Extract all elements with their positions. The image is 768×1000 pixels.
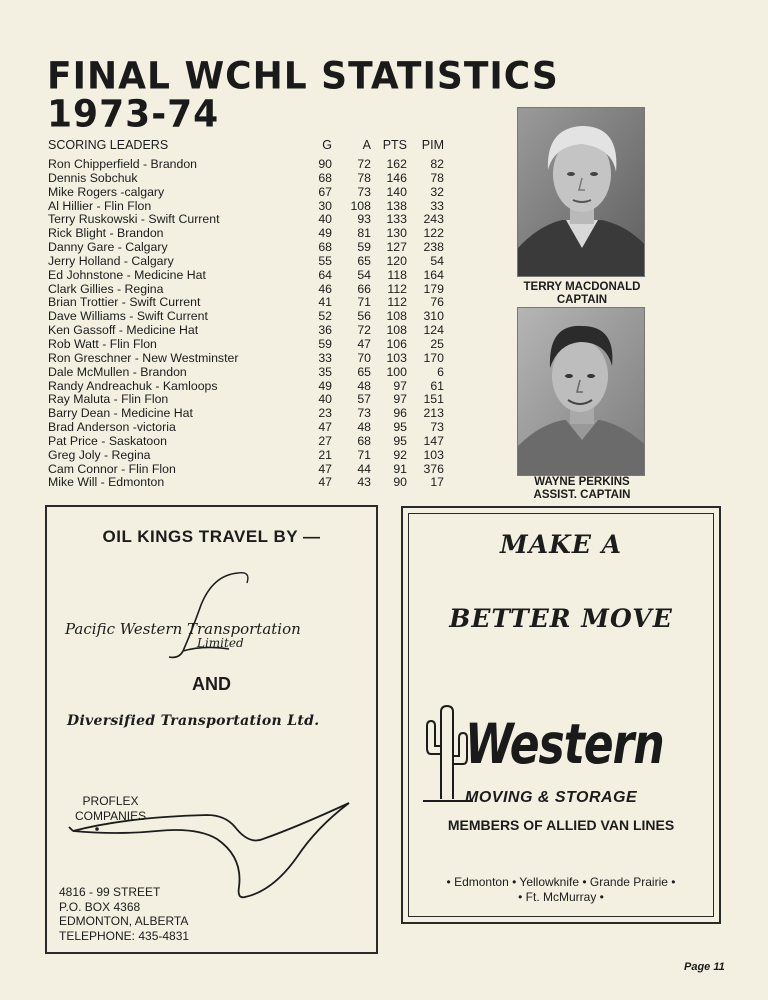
header-scoring-leaders: SCORING LEADERS — [48, 138, 169, 152]
pim-cell: 61 — [430, 378, 444, 393]
g-cell: 90 — [318, 157, 332, 171]
pim-cell: 310 — [423, 309, 444, 324]
player-name-cell: Ron Greschner - New Westminster — [48, 350, 239, 365]
header-pim: PIM — [421, 138, 444, 152]
pim-cell: 73 — [430, 420, 444, 435]
player-name-cell: Mike Rogers -calgary — [48, 184, 165, 199]
player-name-cell: Rob Watt - Flin Flon — [48, 336, 157, 351]
g-cell: 67 — [318, 184, 332, 199]
a-cell: 48 — [357, 420, 371, 435]
pts-cell: 90 — [393, 475, 407, 490]
table-row — [48, 255, 448, 269]
player-name-cell: Ken Gassoff - Medicine Hat — [48, 323, 199, 338]
player-name-cell: Rick Blight - Brandon — [48, 226, 164, 241]
title-line-2: 1973-74 — [47, 92, 220, 136]
caption-role: ASSIST. CAPTAIN — [533, 489, 631, 501]
pts-cell: 95 — [393, 420, 407, 435]
a-cell: 47 — [357, 336, 371, 351]
g-cell: 52 — [318, 309, 332, 324]
a-cell: 81 — [357, 226, 371, 241]
table-row — [48, 269, 448, 283]
pts-cell: 91 — [393, 461, 407, 476]
table-row — [48, 366, 448, 380]
limited-signature: Limited — [197, 636, 244, 650]
pts-cell: 138 — [386, 198, 407, 213]
pts-cell: 112 — [387, 295, 407, 310]
g-cell: 55 — [318, 253, 332, 268]
a-cell: 71 — [357, 447, 371, 462]
scoring-leaders-table — [48, 138, 448, 490]
pacific-western-name: Pacific Western Transportation — [65, 620, 301, 638]
a-cell: 54 — [357, 267, 371, 282]
table-row — [48, 283, 448, 297]
g-cell: 49 — [318, 226, 332, 241]
a-cell: 73 — [357, 406, 371, 421]
pts-cell: 130 — [386, 226, 407, 241]
player-name-cell: Clark Gillies - Regina — [48, 281, 164, 296]
pim-cell: 32 — [430, 184, 444, 199]
table-row — [48, 186, 448, 200]
pacific-western-logo-swirl — [143, 565, 263, 665]
a-cell: 108 — [350, 198, 371, 213]
page-title — [47, 54, 559, 136]
a-cell: 66 — [357, 281, 371, 296]
player-name-cell: Cam Connor - Flin Flon — [48, 461, 176, 476]
a-cell: 72 — [357, 323, 371, 338]
g-cell: 40 — [318, 392, 332, 407]
table-row — [48, 449, 448, 463]
a-cell: 78 — [357, 170, 371, 185]
western-moving-ad — [401, 506, 721, 924]
pim-cell: 376 — [423, 461, 444, 476]
pim-cell: 17 — [430, 475, 444, 490]
address-line-3: EDMONTON, ALBERTA — [59, 914, 189, 928]
and-text: AND — [192, 674, 231, 694]
table-row — [48, 393, 448, 407]
pim-cell: 82 — [430, 157, 444, 171]
g-cell: 36 — [318, 323, 332, 338]
portrait-image — [518, 308, 645, 476]
player-name-cell: Pat Price - Saskatoon — [48, 433, 167, 448]
table-row — [48, 435, 448, 449]
player-photo-wayne-perkins — [517, 307, 645, 476]
pts-cell: 108 — [386, 309, 407, 324]
g-cell: 33 — [318, 350, 332, 365]
g-cell: 47 — [318, 475, 332, 490]
a-cell: 93 — [357, 212, 371, 227]
ad-line-better-move: BETTER MOVE — [449, 604, 673, 633]
a-cell: 56 — [357, 309, 371, 324]
pim-cell: 164 — [423, 267, 444, 282]
player-name-cell: Greg Joly - Regina — [48, 447, 151, 462]
player-name-cell: Dale McMullen - Brandon — [48, 364, 187, 379]
g-cell: 46 — [318, 281, 332, 296]
a-cell: 68 — [357, 433, 371, 448]
pim-cell: 179 — [423, 281, 444, 296]
locations-line-1: • Edmonton • Yellowknife • Grande Prairie • — [446, 875, 676, 889]
g-cell: 35 — [318, 364, 332, 379]
a-cell: 65 — [357, 253, 371, 268]
caption-name: WAYNE PERKINS — [534, 476, 630, 488]
table-row — [48, 158, 448, 172]
a-cell: 70 — [357, 350, 371, 365]
header-goals: G — [322, 138, 332, 152]
g-cell: 47 — [318, 420, 332, 435]
g-cell: 27 — [318, 433, 332, 448]
player-name-cell: Randy Andreachuk - Kamloops — [48, 378, 218, 393]
g-cell: 23 — [318, 406, 332, 421]
caption-wayne-perkins — [497, 476, 667, 502]
pts-cell: 140 — [386, 184, 407, 199]
pim-cell: 122 — [423, 226, 444, 241]
pts-cell: 120 — [386, 253, 407, 268]
pts-cell: 96 — [393, 406, 407, 421]
player-name-cell: Dave Williams - Swift Current — [48, 309, 208, 324]
player-name-cell: Ed Johnstone - Medicine Hat — [48, 267, 206, 282]
table-row — [48, 476, 448, 490]
player-name-cell: Jerry Holland - Calgary — [48, 253, 174, 268]
table-row — [48, 338, 448, 352]
pim-cell: 33 — [430, 198, 444, 213]
g-cell: 68 — [318, 170, 332, 185]
g-cell: 59 — [318, 336, 332, 351]
pts-cell: 127 — [386, 240, 407, 255]
table-row — [48, 407, 448, 421]
g-cell: 47 — [318, 461, 332, 476]
western-brand-wordmark: Western — [465, 713, 664, 777]
pts-cell: 118 — [387, 267, 407, 282]
a-cell: 71 — [357, 295, 371, 310]
pim-cell: 151 — [423, 392, 444, 407]
proflex-address — [59, 885, 189, 943]
moving-storage-tagline: MOVING & STORAGE — [465, 789, 638, 806]
proflex-line-2: COMPANIES — [75, 809, 147, 823]
a-cell: 48 — [357, 378, 371, 393]
page-number: Page 11 — [684, 961, 725, 973]
pts-cell: 106 — [386, 336, 407, 351]
caption-name: TERRY MACDONALD — [523, 281, 641, 293]
player-name-cell: Danny Gare - Calgary — [48, 240, 168, 255]
oil-kings-travel-ad — [45, 505, 378, 954]
a-cell: 65 — [357, 364, 371, 379]
header-points: PTS — [382, 138, 407, 152]
caption-terry-macdonald — [497, 281, 667, 307]
table-header — [48, 138, 448, 158]
pim-cell: 243 — [423, 212, 444, 227]
player-name-cell: Barry Dean - Medicine Hat — [48, 406, 193, 421]
player-name-cell: Ron Chipperfield - Brandon — [48, 157, 198, 171]
player-name-cell: Brad Anderson -victoria — [48, 420, 176, 435]
portrait-image — [518, 108, 645, 277]
a-cell: 57 — [357, 392, 371, 407]
pts-cell: 133 — [386, 212, 407, 227]
pts-cell: 97 — [393, 392, 407, 407]
a-cell: 44 — [357, 461, 371, 476]
table-row — [48, 296, 448, 310]
player-name-cell: Ray Maluta - Flin Flon — [48, 392, 169, 407]
address-line-4: TELEPHONE: 435-4831 — [59, 928, 190, 943]
diversified-name: Diversified Transportation Ltd. — [67, 713, 320, 729]
a-cell: 72 — [357, 157, 371, 171]
g-cell: 68 — [318, 240, 332, 255]
ad-heading: OIL KINGS TRAVEL BY — — [102, 527, 321, 546]
pts-cell: 103 — [386, 350, 407, 365]
g-cell: 64 — [318, 267, 332, 282]
table-row — [48, 227, 448, 241]
title-line-1: FINAL WCHL STATISTICS — [47, 54, 559, 98]
allied-van-lines-text: MEMBERS OF ALLIED VAN LINES — [447, 817, 675, 833]
pim-cell: 78 — [430, 170, 444, 185]
pts-cell: 95 — [393, 433, 407, 448]
address-line-1: 4816 - 99 STREET — [59, 885, 161, 899]
pts-cell: 146 — [386, 170, 407, 185]
address-line-2: P.O. BOX 4368 — [59, 899, 141, 914]
table-row — [48, 463, 448, 477]
pim-cell: 213 — [423, 406, 444, 421]
table-row — [48, 241, 448, 255]
pts-cell: 112 — [387, 281, 407, 296]
pts-cell: 100 — [386, 364, 407, 379]
pts-cell: 162 — [386, 157, 407, 171]
table-row — [48, 380, 448, 394]
pim-cell: 54 — [430, 253, 444, 268]
pim-cell: 124 — [423, 323, 444, 338]
player-name-cell: Brian Trottier - Swift Current — [48, 295, 201, 310]
pim-cell: 76 — [430, 295, 444, 310]
table-body — [48, 158, 448, 490]
g-cell: 41 — [318, 295, 332, 310]
header-assists: A — [362, 138, 371, 152]
pim-cell: 147 — [423, 433, 444, 448]
table-row — [48, 421, 448, 435]
proflex-line-1: PROFLEX — [82, 794, 139, 808]
a-cell: 73 — [357, 184, 371, 199]
table-row — [48, 310, 448, 324]
pim-cell: 6 — [437, 364, 444, 379]
table-row — [48, 352, 448, 366]
pts-cell: 92 — [393, 447, 407, 462]
g-cell: 40 — [318, 212, 332, 227]
caption-role: CAPTAIN — [556, 294, 608, 306]
g-cell: 21 — [318, 447, 332, 462]
pim-cell: 238 — [423, 240, 444, 255]
g-cell: 30 — [318, 198, 332, 213]
a-cell: 43 — [357, 475, 371, 490]
pts-cell: 108 — [386, 323, 407, 338]
table-row — [48, 324, 448, 338]
table-row — [48, 200, 448, 214]
g-cell: 49 — [318, 378, 332, 393]
locations-list — [403, 875, 719, 905]
player-name-cell: Mike Will - Edmonton — [48, 475, 165, 490]
player-name-cell: Terry Ruskowski - Swift Current — [48, 212, 220, 227]
pim-cell: 103 — [423, 447, 444, 462]
pim-cell: 170 — [423, 350, 444, 365]
a-cell: 59 — [357, 240, 371, 255]
locations-line-2: • Ft. McMurray • — [518, 890, 604, 904]
player-name-cell: Dennis Sobchuk — [48, 170, 138, 185]
player-photo-terry-macdonald — [517, 107, 645, 277]
pts-cell: 97 — [393, 378, 407, 393]
pim-cell: 25 — [430, 336, 444, 351]
table-row — [48, 172, 448, 186]
ad-line-make-a: MAKE A — [500, 530, 622, 559]
table-row — [48, 213, 448, 227]
player-name-cell: Al Hillier - Flin Flon — [48, 198, 152, 213]
